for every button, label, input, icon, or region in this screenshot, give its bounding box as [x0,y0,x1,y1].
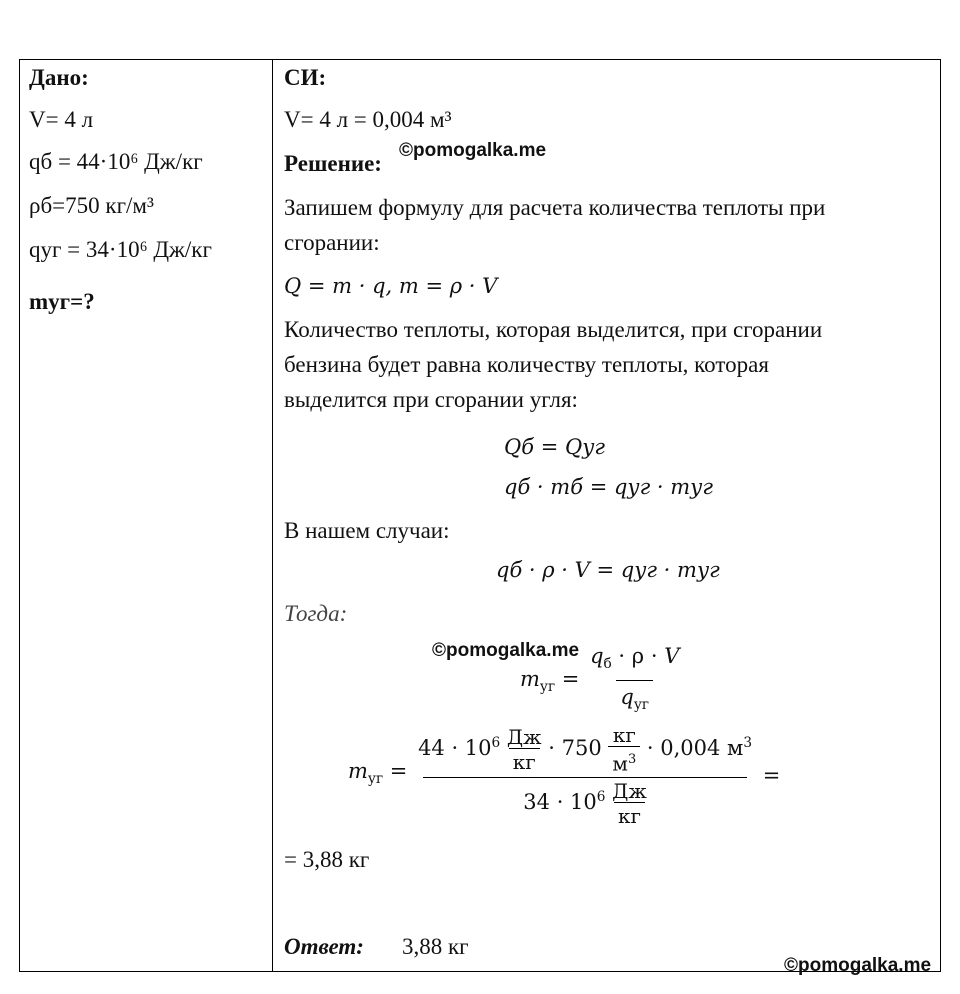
column-divider [272,59,273,972]
numeric-fraction: $44 \cdot 10^6$ Дж кг · 750 кг $м^3$ · 0,004 $м^3$ $34 \cdot 10^6$ Дж кг [418,723,753,828]
solution-heading: Решение: [284,151,382,176]
answer-value: 3,88 кг [402,934,469,959]
answer-label: Ответ: [284,934,364,959]
si-heading: СИ: [284,65,327,90]
si-volume: V= 4 л = 0,004 м³ [284,107,452,132]
formula-heat-equality: Qб = Qуг [504,435,605,459]
then-label: Тогда: [284,601,348,626]
paragraph-3: В нашем случаи: [284,518,450,543]
formula-heat-expanded: qб · mб = qуг · mуг [504,475,713,499]
paragraph-1-line-1: Запишем формулу для расчета количества теплоты при [284,195,826,220]
formula-substituted: qб · ρ · V = qуг · mуг [496,558,720,582]
formula-numeric: $m_{уг}$ = $44 \cdot 10^6$ Дж кг · 750 кг $м^3$ · 0,004 $м^3$ $34 \cdot 10^6$ Дж кг = [348,723,781,828]
result-line: = 3,88 кг [284,847,370,872]
paragraph-1-line-2: сгорании: [284,230,380,255]
given-unknown: mуг=? [29,289,95,314]
paragraph-2-line-1: Количество теплоты, которая выделится, при сгорании [284,317,823,342]
given-heat-petrol: qб = 44·10⁶ Дж/кг [29,149,203,174]
watermark-middle: ©pomogalka.me [432,640,580,661]
paragraph-2-line-3: выделится при сгорании угля: [284,387,578,412]
given-volume: V= 4 л [29,107,94,132]
paragraph-2-line-2: бензина будет равна количеству теплоты, которая [284,352,769,377]
formula-heat-mass: Q = m · q, m = ρ · V [284,274,498,298]
watermark-bottom: ©pomogalka.me [784,955,932,976]
given-heading: Дано: [29,65,89,90]
formula-solve-mass: $m_{уг}$ = $\frac{q_б \cdot \rho \cdot V}{q_{уг}}$ [520,642,683,719]
given-heat-coal: qуг = 34·10⁶ Дж/кг [29,237,212,262]
watermark-top: ©pomogalka.me [399,140,547,161]
mass-fraction: $\frac{q_б \cdot \rho \cdot V}{q_{уг}}$ [586,642,683,719]
given-density-petrol: ρб=750 кг/м³ [29,193,154,218]
